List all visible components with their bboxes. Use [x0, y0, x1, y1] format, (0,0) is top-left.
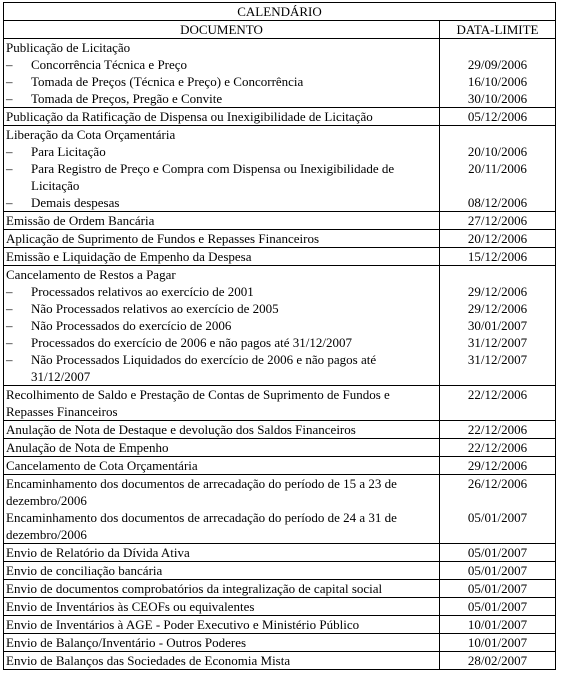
list-item-text: Demais despesas — [31, 195, 120, 210]
deadline-cell — [440, 126, 556, 212]
paragraph: Encaminhamento dos documentos de arrecadação do período de 24 a 31 de dezembro/2006 — [6, 510, 397, 542]
table-title: CALENDÁRIO — [4, 3, 556, 21]
deadline-date: 30/01/2007 — [467, 318, 528, 333]
deadline-date: 20/11/2006 — [468, 161, 527, 176]
row-title: Anulação de Nota de Empenho — [6, 440, 169, 455]
document-cell — [4, 108, 440, 126]
list-item-text: Tomada de Preços (Técnica e Preço) e Concorrência — [31, 74, 304, 89]
deadline-date: 05/01/2007 — [467, 510, 528, 525]
row-title: Envio de documentos comprobatórios da integralização de capital social — [6, 581, 383, 596]
list-item-text: Processados relativos ao exercício de 2001 — [31, 284, 254, 299]
bullet-dash: – — [6, 284, 13, 299]
deadline-cell — [440, 230, 556, 248]
list-item — [6, 300, 437, 317]
table-row — [4, 475, 556, 544]
document-cell — [4, 230, 440, 248]
deadline-cell — [440, 266, 556, 386]
table-row — [4, 598, 556, 616]
deadline-date: 05/01/2007 — [467, 563, 528, 578]
deadline-date: 31/12/2007 — [467, 335, 528, 350]
deadline-cell — [440, 580, 556, 598]
list-item-text: Não Processados Liquidados do exercício de 2006 e não pagos até 31/12/2007 — [31, 352, 377, 384]
row-title: Envio de Balanços das Sociedades de Economia Mista — [6, 653, 291, 668]
deadline-date: 10/01/2007 — [467, 635, 528, 650]
deadline-cell — [440, 634, 556, 652]
list-item — [6, 317, 437, 334]
list-item — [6, 143, 437, 160]
row-title: Envio de Relatório da Dívida Ativa — [6, 545, 190, 560]
table-row — [4, 421, 556, 439]
document-cell — [4, 475, 440, 544]
list-item — [6, 351, 437, 385]
bullet-dash: – — [6, 57, 13, 72]
deadline-cell — [440, 652, 556, 670]
row-title: Cancelamento de Cota Orçamentária — [6, 458, 198, 473]
column-header-documento: DOCUMENTO — [4, 21, 440, 39]
bullet-dash: – — [6, 161, 13, 176]
deadline-cell — [440, 616, 556, 634]
row-title: Liberação da Cota Orçamentária — [6, 127, 176, 142]
deadline-date: 26/12/2006 — [467, 476, 528, 491]
table-row — [4, 212, 556, 230]
deadline-cell — [440, 108, 556, 126]
list-item-text: Tomada de Preços, Pregão e Convite — [31, 91, 223, 106]
deadline-date: 22/12/2006 — [467, 387, 528, 402]
deadline-date: 29/12/2006 — [467, 301, 528, 316]
list-item — [6, 160, 437, 194]
table-row — [4, 439, 556, 457]
document-cell — [4, 598, 440, 616]
deadline-date: 30/10/2006 — [467, 91, 528, 106]
document-cell — [4, 580, 440, 598]
table-row — [4, 39, 556, 108]
document-cell — [4, 421, 440, 439]
list-item-text: Para Licitação — [31, 144, 106, 159]
deadline-date: 31/12/2007 — [467, 352, 528, 367]
document-cell — [4, 266, 440, 386]
list-item — [6, 56, 437, 73]
deadline-date: 27/12/2006 — [467, 213, 528, 228]
row-title: Emissão de Ordem Bancária — [6, 213, 155, 228]
calendar-table — [3, 2, 556, 670]
document-cell — [4, 248, 440, 266]
deadline-cell — [440, 562, 556, 580]
row-title: Publicação da Ratificação de Dispensa ou Inexigibilidade de Licitação — [6, 109, 373, 124]
deadline-date: 29/12/2006 — [467, 458, 528, 473]
deadline-date: 29/12/2006 — [467, 284, 528, 299]
bullet-dash: – — [6, 318, 13, 333]
deadline-cell — [440, 248, 556, 266]
row-title: Envio de Inventários às CEOFs ou equivalentes — [6, 599, 255, 614]
deadline-date: 29/09/2006 — [467, 57, 528, 72]
deadline-date: 08/12/2006 — [467, 195, 528, 210]
bullet-dash: – — [6, 91, 13, 106]
bullet-dash: – — [6, 144, 13, 159]
table-row — [4, 634, 556, 652]
list-item-text: Concorrência Técnica e Preço — [31, 57, 188, 72]
row-title: Cancelamento de Restos a Pagar — [6, 267, 176, 282]
document-cell — [4, 634, 440, 652]
row-title: Aplicação de Suprimento de Fundos e Repasses Financeiros — [6, 231, 320, 246]
deadline-date: 22/12/2006 — [467, 422, 528, 437]
document-cell — [4, 39, 440, 108]
deadline-date: 05/01/2007 — [467, 599, 528, 614]
document-cell — [4, 386, 440, 421]
deadline-cell — [440, 598, 556, 616]
calendar-body — [4, 39, 556, 670]
document-cell — [4, 439, 440, 457]
deadline-date: 15/12/2006 — [467, 249, 528, 264]
document-cell — [4, 457, 440, 475]
table-row — [4, 266, 556, 386]
table-row — [4, 652, 556, 670]
bullet-dash: – — [6, 335, 13, 350]
list-item — [6, 194, 437, 211]
list-item-text: Não Processados relativos ao exercício de 2005 — [31, 301, 279, 316]
row-title: Envio de Balanço/Inventário - Outros Poderes — [6, 635, 247, 650]
deadline-date: 22/12/2006 — [467, 440, 528, 455]
bullet-dash: – — [6, 301, 13, 316]
table-row — [4, 457, 556, 475]
header-row — [4, 21, 556, 39]
row-title: Recolhimento de Saldo e Prestação de Contas de Suprimento de Fundos e Repasses Financeiros — [6, 387, 390, 419]
table-row — [4, 580, 556, 598]
document-cell — [4, 562, 440, 580]
deadline-date: 05/12/2006 — [467, 109, 528, 124]
document-cell — [4, 616, 440, 634]
row-title: Envio de conciliação bancária — [6, 563, 163, 578]
list-item-text: Para Registro de Preço e Compra com Dispensa ou Inexigibilidade de Licitação — [31, 161, 395, 193]
document-cell — [4, 652, 440, 670]
document-cell — [4, 126, 440, 212]
list-item-text: Processados do exercício de 2006 e não pagos até 31/12/2007 — [31, 335, 352, 350]
bullet-dash: – — [6, 352, 13, 367]
row-title: Emissão e Liquidação de Empenho da Despesa — [6, 249, 252, 264]
deadline-cell — [440, 39, 556, 108]
paragraph: Encaminhamento dos documentos de arrecadação do período de 15 a 23 de dezembro/2006 — [6, 476, 397, 508]
deadline-cell — [440, 421, 556, 439]
deadline-cell — [440, 439, 556, 457]
table-row — [4, 562, 556, 580]
deadline-date: 10/01/2007 — [467, 617, 528, 632]
table-row — [4, 616, 556, 634]
row-title: Envio de Inventários à AGE - Poder Executivo e Ministério Público — [6, 617, 360, 632]
bullet-dash: – — [6, 74, 13, 89]
deadline-cell — [440, 386, 556, 421]
list-item — [6, 90, 437, 107]
deadline-date: 16/10/2006 — [467, 74, 528, 89]
deadline-date: 05/01/2007 — [467, 581, 528, 596]
row-title: Publicação de Licitação — [6, 40, 131, 55]
deadline-date: 28/02/2007 — [467, 653, 528, 668]
title-row — [4, 3, 556, 21]
table-row — [4, 230, 556, 248]
table-row — [4, 544, 556, 562]
bullet-dash: – — [6, 195, 13, 210]
deadline-cell — [440, 544, 556, 562]
deadline-cell — [440, 212, 556, 230]
deadline-cell — [440, 475, 556, 544]
table-row — [4, 126, 556, 212]
deadline-cell — [440, 457, 556, 475]
deadline-date: 05/01/2007 — [467, 545, 528, 560]
table-row — [4, 248, 556, 266]
deadline-date: 20/10/2006 — [467, 144, 528, 159]
column-header-data-limite: DATA-LIMITE — [440, 21, 556, 39]
document-cell — [4, 212, 440, 230]
table-row — [4, 108, 556, 126]
list-item — [6, 334, 437, 351]
list-item-text: Não Processados do exercício de 2006 — [31, 318, 232, 333]
row-title: Anulação de Nota de Destaque e devolução dos Saldos Financeiros — [6, 422, 356, 437]
deadline-date: 20/12/2006 — [467, 231, 528, 246]
list-item — [6, 283, 437, 300]
list-item — [6, 73, 437, 90]
document-cell — [4, 544, 440, 562]
table-row — [4, 386, 556, 421]
